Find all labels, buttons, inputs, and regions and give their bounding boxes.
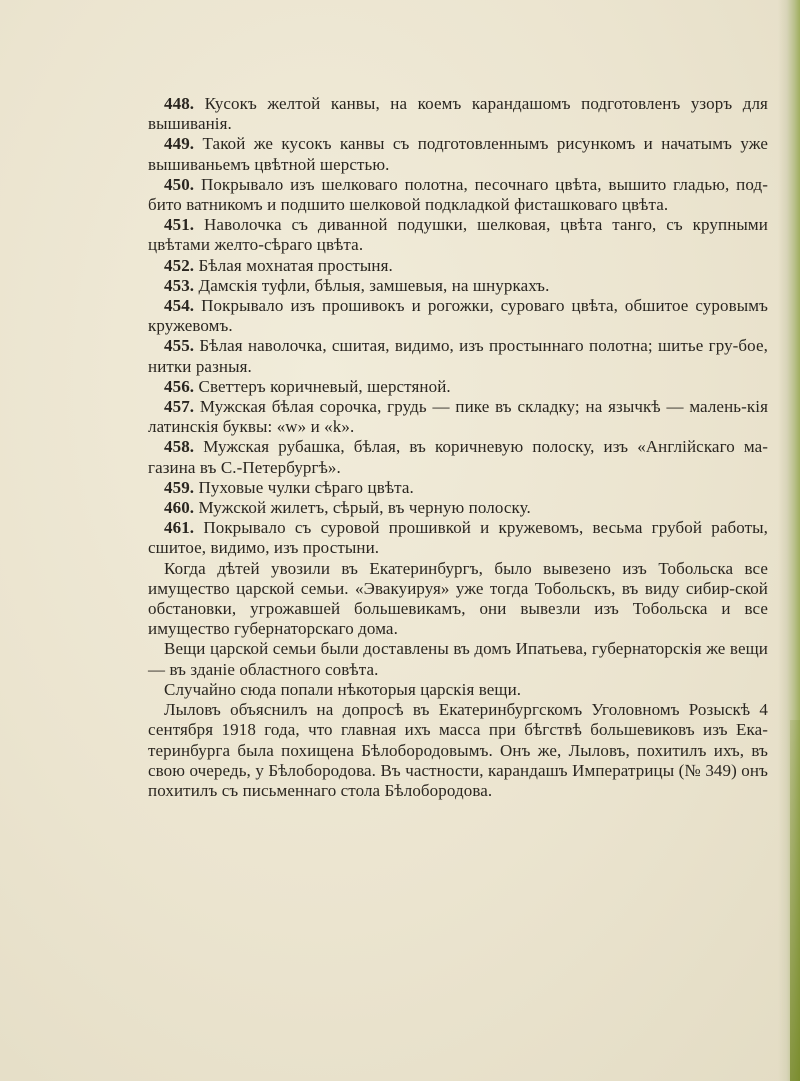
inventory-entry: 458. Мужская рубашка, бѣлая, въ коричневую полоску, изъ «Англійскаго ма-газина въ С.-Петербургѣ». bbox=[148, 437, 769, 477]
inventory-entry: 457. Мужская бѣлая сорочка, грудь — пике въ складку; на язычкѣ — малень-кія латинскія буквы: «w» и «k». bbox=[148, 397, 768, 437]
body-paragraph: Вещи царской семьи были доставлены въ домъ Ипатьева, губернаторскія же вещи — въ зданіе областного совѣта. bbox=[148, 639, 768, 679]
body-paragraph: Когда дѣтей увозили въ Екатеринбургъ, было вывезено изъ Тобольска все имущество царской семьи. «Эвакуируя» уже тогда Тобольскъ, въ виду сибир-ской обстановки, угрожавшей большевикамъ, они вывезли изъ Тобольска и все имущество губернаторскаго дома. bbox=[148, 558, 768, 639]
inventory-entry: 460. Мужской жилетъ, сѣрый, въ черную полоску. bbox=[164, 498, 531, 518]
inventory-entry: 448. Кусокъ желтой канвы, на коемъ карандашомъ подготовленъ узоръ для вышиванія. bbox=[148, 94, 768, 134]
document-body bbox=[148, 94, 768, 801]
inventory-entry: 459. Пуховые чулки сѣраго цвѣта. bbox=[164, 477, 414, 497]
body-paragraph: Лыловъ объяснилъ на допросѣ въ Екатеринбургскомъ Уголовномъ Розыскѣ 4 сентября 1918 года, что главная ихъ масса при бѣгствѣ большевиковъ изъ Ека-теринбурга была похищена Бѣлобородовымъ. Онъ же, Лыловъ, похитилъ ихъ, въ свою очередь, у Бѣлобородова. Въ частности, карандашъ Императрицы (№ 349) онъ похитилъ съ письменнаго стола Бѣлобородова. bbox=[148, 700, 768, 800]
inventory-entry: 449. Такой же кусокъ канвы съ подготовленнымъ рисункомъ и начатымъ уже вышиваньемъ цвѣтной шерстью. bbox=[148, 134, 768, 174]
inventory-entry: 453. Дамскія туфли, бѣлыя, замшевыя, на шнуркахъ. bbox=[164, 275, 550, 295]
inventory-entry: 451. Наволочка съ диванной подушки, шелковая, цвѣта танго, съ крупными цвѣтами желто-сѣраго цвѣта. bbox=[148, 215, 768, 255]
inventory-entry: 450. Покрывало изъ шелковаго полотна, песочнаго цвѣта, вышито гладью, под-бито ватникомъ и подшито шелковой подкладкой фисташковаго цвѣта. bbox=[148, 174, 768, 215]
inventory-entry: 454. Покрывало изъ прошивокъ и рогожки, суроваго цвѣта, обшитое суровымъ кружевомъ. bbox=[148, 296, 768, 336]
page-edge-stain bbox=[790, 720, 800, 1081]
inventory-entry: 461. Покрывало съ суровой прошивкой и кружевомъ, весьма грубой работы, сшитое, видимо, изъ простыни. bbox=[148, 518, 768, 558]
inventory-entry: 452. Бѣлая мохнатая простыня. bbox=[164, 255, 393, 275]
inventory-entry: 455. Бѣлая наволочка, сшитая, видимо, изъ простыннаго полотна; шитье гру-бое, нитки разныя. bbox=[148, 336, 768, 376]
body-paragraph: Случайно сюда попали нѣкоторыя царскія вещи. bbox=[164, 679, 522, 699]
inventory-entry: 456. Светтеръ коричневый, шерстяной. bbox=[164, 376, 451, 396]
